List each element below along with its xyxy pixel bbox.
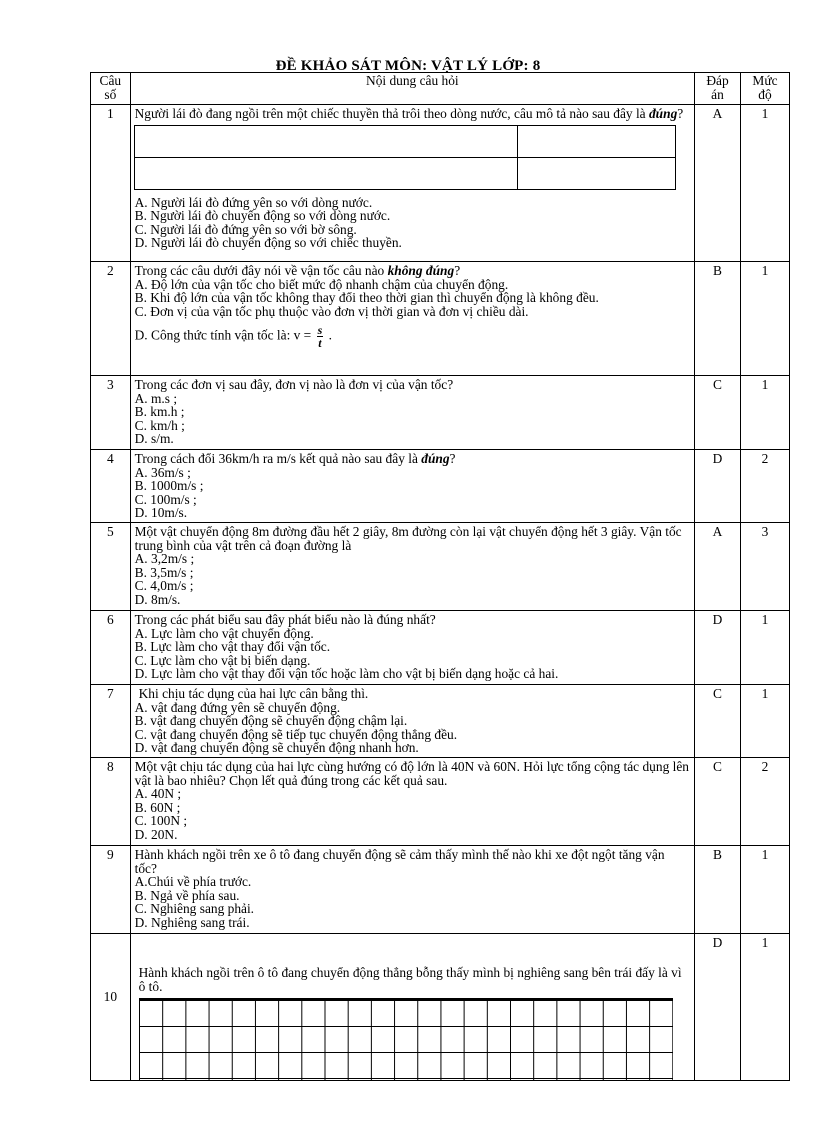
option-b: B. 60N ; — [134, 799, 181, 815]
answer-cell: A — [695, 105, 741, 262]
option-d: D. Nghiêng sang trái. — [134, 914, 250, 930]
question-row-4 — [91, 450, 790, 523]
answer-cell: D — [695, 611, 741, 685]
question-stem-emphasis: không đúng — [387, 263, 455, 278]
table-header-row — [91, 73, 790, 105]
option-a: A. vật đang đứng yên sẽ chuyển động. — [134, 699, 341, 715]
level-cell: 1 — [740, 934, 789, 1081]
question-stem-end: ? — [677, 106, 684, 121]
option-a: A. 3,2m/s ; — [134, 551, 195, 567]
answer-cell: D — [695, 934, 741, 1081]
question-stem: Khi chịu tác dụng của hai lực cân bằng thì. — [138, 686, 369, 701]
option-c: C. Đơn vị của vận tốc phụ thuộc vào đơn vị thời gian và đơn vị chiều dài. — [134, 303, 529, 319]
question-content — [130, 262, 694, 376]
exam-table — [90, 72, 790, 1081]
option-d: D. s/m. — [134, 431, 174, 447]
option-a: A.Chúi về phía trước. — [134, 874, 252, 890]
option-d: D. Lực làm cho vật thay đổi vận tốc hoặc làm cho vật bị biến dạng hoặc cả hai. — [134, 666, 559, 682]
option-d: D. vật đang chuyển động sẽ chuyển động nhanh hơn. — [134, 740, 419, 756]
question-row-2 — [91, 262, 790, 376]
header-answer: Đáp án — [695, 73, 741, 105]
question-number: 5 — [91, 523, 131, 611]
question-number: 8 — [91, 758, 131, 846]
level-cell: 1 — [740, 685, 789, 758]
question-number: 3 — [91, 376, 131, 450]
question-content — [130, 376, 694, 450]
option-c: C. Lực làm cho vật bị biến dạng. — [134, 652, 311, 668]
answer-grid — [139, 998, 673, 1080]
question-content — [130, 611, 694, 685]
question-row-1 — [91, 105, 790, 262]
question-stem-emphasis: đúng — [648, 106, 678, 121]
question-stem: Trong các câu dưới đây nói về vận tốc câu nào — [134, 263, 388, 278]
header-no: Câu số — [91, 73, 131, 105]
question-number: 6 — [91, 611, 131, 685]
question-content — [130, 934, 694, 1081]
question-stem: Hành khách ngồi trên ô tô đang chuyển động thẳng bỗng thấy mình bị nghiêng sang bên trái đấy là vì ô tô. — [138, 965, 682, 994]
answer-cell: B — [695, 846, 741, 934]
question-row-10 — [91, 934, 790, 1081]
option-a: A. 40N ; — [134, 786, 182, 802]
question-stem-end: ? — [449, 451, 456, 466]
level-cell: 1 — [740, 262, 789, 376]
question-row-3 — [91, 376, 790, 450]
option-c: C. km/h ; — [134, 417, 185, 433]
option-a: A. Lực làm cho vật chuyển động. — [134, 625, 314, 641]
option-c: C. 100m/s ; — [134, 491, 197, 507]
answer-cell: B — [695, 262, 741, 376]
option-a: A. 36m/s ; — [134, 464, 191, 480]
question-stem: Người lái đò đang ngồi trên một chiếc thuyền thả trôi theo dòng nước, câu mô tả nào sau đây là — [134, 106, 649, 121]
question-number — [91, 934, 131, 1081]
answer-cell: C — [695, 376, 741, 450]
option-b: B. Người lái đò chuyển động so với dòng nước. — [134, 208, 391, 224]
option-c: C. 100N ; — [134, 813, 188, 829]
option-d: D. 8m/s. — [134, 591, 181, 607]
answer-cell: C — [695, 758, 741, 846]
option-b: B. 3,5m/s ; — [134, 564, 194, 580]
question-content — [130, 105, 694, 262]
option-b: B. Lực làm cho vật thay đổi vận tốc. — [134, 639, 331, 655]
question-content — [130, 846, 694, 934]
question-stem: Trong các phát biểu sau đây phát biểu nào là đúng nhất? — [134, 612, 436, 627]
question-stem: Một vật chuyển động 8m đường đầu hết 2 giây, 8m đường còn lại vật chuyển động hết 3 giây. Vận tốc trung bình của vật trên cả đoạn đường là — [134, 524, 682, 553]
question-content — [130, 450, 694, 523]
option-b: B. Ngả về phía sau. — [134, 887, 240, 903]
question-stem-end: ? — [454, 263, 461, 278]
option-d: D. Người lái đò chuyển động so với chiếc thuyền. — [134, 235, 402, 251]
question-content — [130, 523, 694, 611]
question-number: 9 — [91, 846, 131, 934]
question-number: 7 — [91, 685, 131, 758]
question-stem: Trong cách đổi 36km/h ra m/s kết quả nào sau đây là — [134, 451, 422, 466]
question-row-9 — [91, 846, 790, 934]
question-number: 2 — [91, 262, 131, 376]
option-a: A. Độ lớn của vận tốc cho biết mức độ nhanh chậm của chuyển động. — [134, 276, 509, 292]
level-cell: 1 — [740, 846, 789, 934]
question-row-6 — [91, 611, 790, 685]
question-row-8 — [91, 758, 790, 846]
option-c: C. vật đang chuyển động sẽ tiếp tục chuyển động thẳng đều. — [134, 726, 458, 742]
question-number: 1 — [91, 105, 131, 262]
option-c: C. Người lái đò đứng yên so với bờ sông. — [134, 221, 357, 237]
option-d — [135, 324, 690, 349]
level-cell: 2 — [740, 758, 789, 846]
question-stem: Một vật chịu tác dụng của hai lực cùng hướng có độ lớn là 40N và 60N. Hỏi lực tổng cộng tác dụng lên vật là bao nhiêu? Chọn lết quả đúng trong các kết quả sau. — [134, 759, 689, 788]
option-b: B. km.h ; — [134, 404, 185, 420]
question-stem: Trong các đơn vị sau đây, đơn vị nào là đơn vị của vận tốc? — [134, 377, 454, 392]
option-a: A. Người lái đò đứng yên so với dòng nước. — [134, 194, 373, 210]
level-cell: 1 — [740, 611, 789, 685]
fraction-denominator: t — [318, 336, 322, 351]
option-b: B. 1000m/s ; — [134, 478, 204, 494]
question-stem: Hành khách ngồi trên xe ô tô đang chuyển động sẽ cảm thấy mình thế nào khi xe đột ngột tăng vận tốc? — [134, 847, 665, 876]
header-level: Mức độ — [740, 73, 789, 105]
answer-cell: A — [695, 523, 741, 611]
level-cell: 1 — [740, 376, 789, 450]
question-row-7 — [91, 685, 790, 758]
option-c: C. Nghiêng sang phải. — [134, 901, 255, 917]
velocity-fraction — [317, 324, 324, 349]
page-title: ĐỀ KHẢO SÁT MÔN: VẬT LÝ LỚP: 8 — [275, 58, 541, 74]
option-a: A. m.s ; — [134, 390, 178, 406]
question-content — [130, 685, 694, 758]
question-number-text: 10 — [103, 989, 118, 1005]
level-cell: 2 — [740, 450, 789, 523]
formula-suffix: . — [328, 327, 332, 343]
option-b: B. vật đang chuyển động sẽ chuyển động chậm lại. — [134, 713, 408, 729]
question-number: 4 — [91, 450, 131, 523]
level-cell: 1 — [740, 105, 789, 262]
empty-inner-table — [134, 125, 676, 190]
formula-prefix: D. Công thức tính vận tốc là: v = — [134, 327, 312, 343]
question-content — [130, 758, 694, 846]
level-cell: 3 — [740, 523, 789, 611]
question-stem-emphasis: đúng — [421, 451, 450, 466]
answer-cell: C — [695, 685, 741, 758]
answer-cell: D — [695, 450, 741, 523]
fraction-numerator: s — [317, 323, 323, 338]
option-c: C. 4,0m/s ; — [134, 578, 194, 594]
question-row-5 — [91, 523, 790, 611]
option-d: D. 20N. — [134, 826, 178, 842]
header-content: Nội dung câu hỏi — [130, 73, 694, 105]
option-d: D. 10m/s. — [134, 505, 188, 521]
option-b: B. Khi độ lớn của vận tốc không thay đổi theo thời gian thì chuyển động là không đều. — [134, 290, 599, 306]
